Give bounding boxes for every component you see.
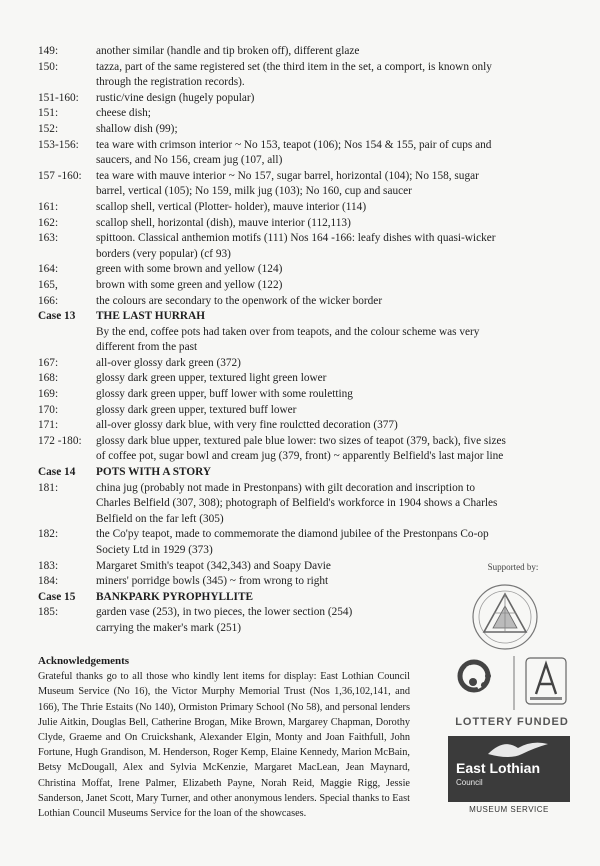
item-number: [38, 512, 96, 528]
item-number: [38, 340, 96, 356]
item-description: glossy dark green upper, textured buff lower: [96, 403, 297, 416]
awards-for-all-icon: [526, 658, 566, 704]
item-number: Case 14: [38, 466, 76, 479]
case-heading-row: [38, 465, 558, 481]
item-description: saucers, and No 156, cream jug (107, all): [96, 154, 283, 167]
lottery-funded-label: LOTTERY FUNDED: [455, 716, 569, 728]
item-number: 172 -180:: [38, 434, 82, 447]
case-title: POTS WITH A STORY: [96, 466, 212, 479]
catalogue-row: [38, 169, 558, 185]
catalogue-row: [38, 153, 558, 169]
item-description: tea ware with crimson interior ~ No 153, teapot (106); Nos 154 & 155, pair of cups and: [96, 138, 492, 151]
item-number: 164:: [38, 263, 59, 276]
council-name: East Lothian: [456, 760, 541, 776]
item-number: [38, 75, 96, 91]
item-number: 166:: [38, 294, 59, 307]
item-description: Society Ltd in 1929 (373): [96, 544, 213, 556]
catalogue-row: [38, 200, 558, 216]
item-description: Belfield on the far left (305): [96, 512, 224, 525]
item-number: 151-160:: [38, 91, 79, 104]
item-description: different from the past: [96, 341, 198, 354]
catalogue-list: [38, 44, 558, 637]
item-number: 168:: [38, 372, 59, 385]
item-number: 169:: [38, 388, 59, 401]
item-number: 184:: [38, 575, 59, 588]
item-description: brown with some green and yellow (122): [96, 278, 283, 291]
item-number: 161:: [38, 200, 59, 213]
item-number: 185:: [38, 606, 59, 619]
item-number: Case 13: [38, 310, 76, 323]
item-number: 162:: [38, 216, 59, 229]
item-description: glossy dark green upper, buff lower with some rouletting: [96, 388, 353, 401]
bird-icon: [448, 736, 570, 762]
item-number: [38, 153, 96, 169]
item-number: 152:: [38, 122, 59, 135]
item-description: all-over glossy dark blue, with very fine roulctted decoration (377): [96, 419, 398, 432]
catalogue-row: [38, 262, 558, 278]
catalogue-row: [38, 122, 558, 138]
catalogue-row: [38, 138, 558, 154]
item-number: [38, 184, 96, 200]
catalogue-row: [38, 278, 558, 294]
item-number: 163:: [38, 232, 59, 245]
item-description: Charles Belfield (307, 308); photograph of Belfield's workforce in 1904 shows a Charles: [96, 497, 498, 510]
case-heading-row: [38, 309, 558, 325]
item-number: 165,: [38, 278, 58, 291]
lottery-logos: [444, 654, 584, 714]
catalogue-row: [38, 216, 558, 232]
catalogue-row: [38, 481, 558, 497]
item-description: carrying the maker's mark (251): [96, 621, 242, 634]
east-lothian-council-logo: [448, 736, 570, 802]
item-description: green with some brown and yellow (124): [96, 263, 283, 276]
catalogue-row: [38, 418, 558, 434]
heritage-emblem-icon: [464, 582, 546, 652]
item-description: shallow dish (99);: [96, 122, 178, 135]
catalogue-row: [38, 106, 558, 122]
item-description: another similar (handle and tip broken off), different glaze: [96, 45, 360, 57]
catalogue-row: [38, 543, 558, 559]
item-number: 181:: [38, 481, 59, 494]
item-description: all-over glossy dark green (372): [96, 356, 241, 369]
catalogue-row: [38, 75, 558, 91]
item-description: rustic/vine design (hugely popular): [96, 91, 255, 104]
council-subtitle: Council: [456, 778, 483, 787]
item-description: borders (very popular) (cf 93): [96, 247, 231, 260]
item-number: [38, 543, 96, 559]
catalogue-row: [38, 340, 558, 356]
item-description: cheese dish;: [96, 107, 151, 120]
catalogue-row: [38, 434, 558, 450]
item-description: spittoon. Classical anthemion motifs (111) Nos 164 -166: leafy dishes with quasi-wicker: [96, 232, 496, 245]
item-description: Margaret Smith's teapot (342,343) and Soapy Davie: [96, 559, 331, 572]
item-description: through the registration records).: [96, 76, 245, 89]
item-number: 167:: [38, 356, 59, 369]
item-number: [38, 621, 96, 637]
item-number: 151:: [38, 107, 59, 120]
item-number: [38, 247, 96, 263]
catalogue-row: [38, 231, 558, 247]
item-description: tea ware with mauve interior ~ No 157, sugar barrel, horizontal (104); No 158, sugar: [96, 169, 479, 182]
item-description: the colours are secondary to the openwork of the wicker border: [96, 294, 383, 307]
item-number: 157 -160:: [38, 169, 82, 182]
catalogue-row: [38, 325, 558, 341]
item-number: Case 15: [38, 590, 76, 603]
case-title: THE LAST HURRAH: [96, 310, 206, 323]
acknowledgements-body: Grateful thanks go to all those who kindly lent items for display: East Lothian Council Museum Service (No 16), the Victor Murphy Memorial Trust (Nos 1,36,102,141, and 166), The Thrie Estaits (No 140), Ormiston Primary School (No 58), and personal lenders Julie Aitkin, Douglas Bell, Catherine Brogan, Mike Brown, Margarey Chapman, Dorothy Clyde, Graeme and On Cruickshank, Alexander Elgin, Monty and Joan Faithfull, John Fortune, Hugh Grandison, M. Henderson, Roger Kemp, Elaine Kennedy, Marion McBain, Betsy McDougall, Alex and Sylvia McKenzie, Margaret MacLean, Jean Maynard, Christina Moffat, Irene Palmer, Elizabeth Payne, Norah Reid, Maggie Rigg, Jessie Sanderson, Janet Scott, Mary Turner, and other anonymous lenders. Special thanks to East Lothian Council Museums Service for the loan of the showcases.: [38, 671, 410, 820]
item-number: 149:: [38, 45, 59, 57]
item-description: barrel, vertical (105); No 159, milk jug (103); No 160, cup and saucer: [96, 185, 412, 198]
catalogue-row: [38, 527, 558, 543]
item-description: By the end, coffee pots had taken over from teapots, and the colour scheme was very: [96, 325, 480, 338]
item-description: scallop shell, vertical (Plotter- holder), mauve interior (114): [96, 200, 367, 213]
supported-by-label: Supported by:: [487, 562, 539, 572]
item-number: 171:: [38, 419, 59, 432]
item-description: glossy dark green upper, textured light green lower: [96, 372, 327, 385]
catalogue-row: [38, 512, 558, 528]
catalogue-row: [38, 44, 558, 60]
catalogue-row: [38, 403, 558, 419]
item-description: china jug (probably not made in Prestonpans) with gilt decoration and inscription to: [96, 481, 475, 494]
item-number: 153-156:: [38, 138, 79, 151]
acknowledgements-section: [38, 654, 410, 821]
catalogue-row: [38, 60, 558, 76]
case-title: BANKPARK PYROPHYLLITE: [96, 590, 254, 603]
catalogue-row: [38, 496, 558, 512]
item-description: the Co'py teapot, made to commemorate the diamond jubilee of the Prestonpans Co-op: [96, 528, 489, 541]
item-number: 182:: [38, 528, 59, 541]
item-description: miners' porridge bowls (345) ~ from wrong to right: [96, 575, 329, 588]
item-number: [38, 325, 96, 341]
acknowledgements-heading: Acknowledgements: [38, 655, 130, 667]
item-description: tazza, part of the same registered set (the third item in the set, a comport, is known only: [96, 60, 492, 73]
item-number: [38, 449, 96, 465]
catalogue-row: [38, 356, 558, 372]
item-description: scallop shell, horizontal (dish), mauve interior (112,113): [96, 216, 351, 229]
item-description: garden vase (253), in two pieces, the lower section (254): [96, 606, 353, 619]
lottery-crossed-fingers-icon: [460, 662, 491, 690]
catalogue-row: [38, 184, 558, 200]
item-number: 170:: [38, 403, 59, 416]
museum-service-label: MUSEUM SERVICE: [469, 805, 549, 814]
catalogue-row: [38, 247, 558, 263]
item-number: 183:: [38, 559, 59, 572]
catalogue-row: [38, 294, 558, 310]
catalogue-row: [38, 371, 558, 387]
catalogue-row: [38, 91, 558, 107]
catalogue-row: [38, 387, 558, 403]
item-description: of coffee pot, sugar bowl and cream jug (379, front) ~ apparently Belfield's last major line: [96, 450, 504, 463]
item-description: glossy dark blue upper, textured pale blue lower: two sizes of teapot (379, back), five sizes: [96, 434, 506, 447]
catalogue-row: [38, 449, 558, 465]
item-number: 150:: [38, 60, 59, 73]
item-number: [38, 496, 96, 512]
